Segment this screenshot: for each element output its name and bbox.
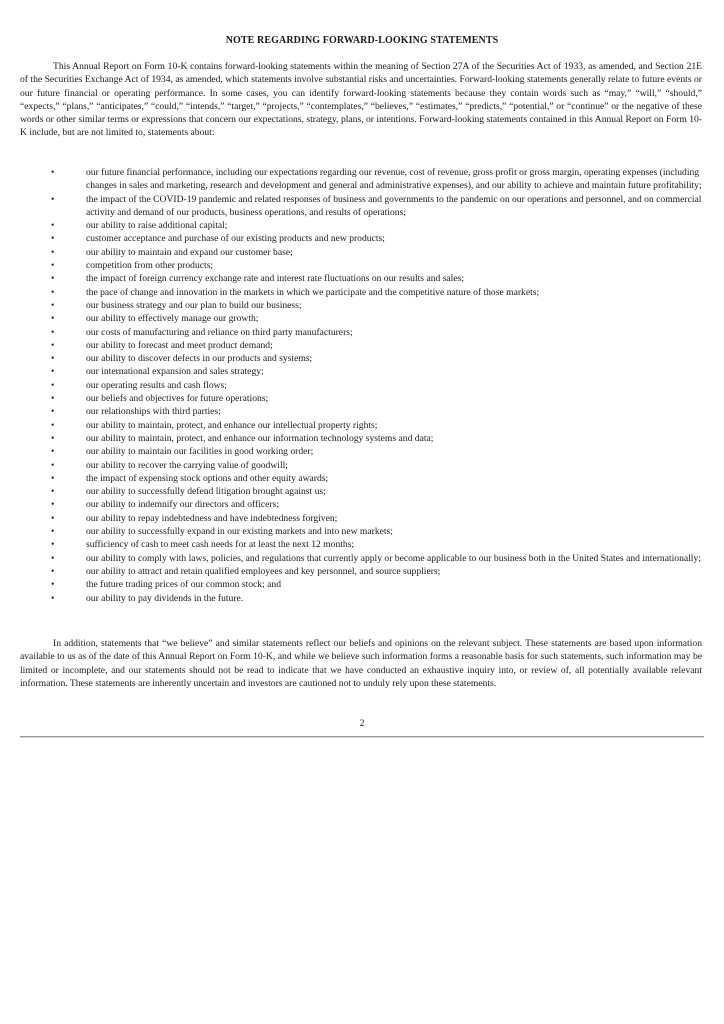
list-item xyxy=(20,379,702,392)
list-item-text: our ability to repay indebtedness and have indebtedness forgiven; xyxy=(86,512,338,524)
bullet-icon: • xyxy=(51,592,55,604)
list-item-text: our ability to effectively manage our growth; xyxy=(86,313,259,325)
list-item-text: our ability to maintain and expand our customer base; xyxy=(86,246,293,258)
closing-paragraph: In addition, statements that “we believe” and similar statements reflect our beliefs and opinions on the relevant subject. These statements are based upon information available to us as of the date of this Annual Report on Form 10-K, and while we believe such information forms a reasonable basis for such statements, such information may be limited or incomplete, and our statements should not be read to indicate that we have conducted an exhaustive inquiry into, or review of, all potentially available relevant information. These statements are inherently uncertain and investors are cautioned not to unduly rely upon these statements. xyxy=(20,638,702,689)
bullet-icon: • xyxy=(51,472,55,484)
list-item xyxy=(20,498,702,511)
bullet-icon: • xyxy=(51,565,55,577)
bullet-icon: • xyxy=(51,579,55,591)
list-item xyxy=(20,445,702,458)
list-item-text: sufficiency of cash to meet cash needs for at least the next 12 months; xyxy=(86,539,355,551)
list-item-text: the pace of change and innovation in the markets in which we participate and the competitive nature of those markets; xyxy=(86,286,540,298)
list-item-text: our ability to forecast and meet product demand; xyxy=(86,339,273,351)
bullet-icon: • xyxy=(51,552,55,564)
bullet-icon: • xyxy=(51,393,55,405)
list-item xyxy=(20,419,702,432)
bullet-icon: • xyxy=(51,512,55,524)
list-item xyxy=(20,365,702,378)
list-item-text: our ability to attract and retain qualified employees and key personnel, and source suppliers; xyxy=(86,565,441,577)
bullet-icon: • xyxy=(51,446,55,458)
list-item xyxy=(20,432,702,445)
list-item xyxy=(20,485,702,498)
list-item-text: our ability to successfully expand in our existing markets and into new markets; xyxy=(86,526,393,538)
list-item-text: the future trading prices of our common stock; and xyxy=(86,579,282,591)
list-item xyxy=(20,565,702,578)
list-item-text: our ability to pay dividends in the future. xyxy=(86,592,244,604)
intro-paragraph: This Annual Report on Form 10-K contains forward-looking statements within the meaning of Section 27A of the Securities Act of 1933, as amended, and Section 21E of the Securities Exchange Act of 1934, as amended, which statements involve substantial risks and uncertainties. Forward-looking statements generally relate to future events or our future financial or operating performance. In some cases, you can identify forward-looking statements because they contain words such as “may,” “will,” “should,” “expects,” “plans,” “anticipates,” “could,” “intends,” “target,” “projects,” “contemplates,” “believes,” “estimates,” “predicts,” “potential,” or “continue” or the negative of these words or other similar terms or expressions that concern our expectations, strategy, plans, or intentions. Forward-looking statements contained in this Annual Report on Form 10-K include, but are not limited to, statements about: xyxy=(20,61,702,139)
list-item-text: our operating results and cash flows; xyxy=(86,379,227,391)
bullet-icon: • xyxy=(51,260,55,272)
bullet-icon: • xyxy=(51,233,55,245)
list-item-text: our ability to successfully defend litigation brought against us; xyxy=(86,486,326,498)
list-item-text: our ability to maintain, protect, and enhance our information technology systems and data; xyxy=(86,432,434,444)
list-item-text: competition from other products; xyxy=(86,260,214,272)
bullet-icon: • xyxy=(51,499,55,511)
list-item xyxy=(20,405,702,418)
section-heading: NOTE REGARDING FORWARD-LOOKING STATEMENTS xyxy=(225,35,499,46)
bullet-icon: • xyxy=(51,339,55,351)
bullet-icon: • xyxy=(51,486,55,498)
list-item-text: the impact of the COVID-19 pandemic and related responses of business and governments to the pandemic on our operations and personnel, and on commercial activity and demand of our products, business operations, and results of operations; xyxy=(86,193,702,218)
list-item xyxy=(20,538,702,551)
list-item xyxy=(20,312,702,325)
list-item xyxy=(20,286,702,299)
list-item xyxy=(20,272,702,285)
bullet-icon: • xyxy=(51,459,55,471)
list-item-text: our future financial performance, including our expectations regarding our revenue, cost of revenue, gross profit or gross margin, operating expenses (including changes in sales and marketing, research and development and general and administrative expenses), and our ability to achieve and maintain future profitability; xyxy=(86,167,702,192)
bullet-icon: • xyxy=(51,167,55,178)
list-item-text: the impact of foreign currency exchange rate and interest rate fluctuations on our results and sales; xyxy=(86,273,465,285)
list-item-text: our ability to raise additional capital; xyxy=(86,220,228,232)
bullet-icon: • xyxy=(51,406,55,418)
bullet-icon: • xyxy=(51,353,55,365)
list-item-text: our ability to indemnify our directors and officers; xyxy=(86,499,279,511)
list-item xyxy=(20,552,702,565)
bullet-icon: • xyxy=(51,313,55,325)
list-item-text: our relationships with third parties; xyxy=(86,406,221,418)
list-item-text: our international expansion and sales strategy; xyxy=(86,366,264,378)
list-item xyxy=(20,592,702,605)
bullet-icon: • xyxy=(51,220,55,232)
bullet-icon: • xyxy=(51,326,55,338)
list-item xyxy=(20,193,702,220)
bullet-icon: • xyxy=(51,299,55,311)
list-item-text: the impact of expensing stock options and other equity awards; xyxy=(86,472,329,484)
list-item xyxy=(20,166,702,193)
list-item xyxy=(20,219,702,232)
bullet-icon: • xyxy=(51,366,55,378)
list-item xyxy=(20,299,702,312)
list-item xyxy=(20,246,702,259)
page-number: 2 xyxy=(359,718,365,729)
bullet-icon: • xyxy=(51,539,55,551)
bullet-icon: • xyxy=(51,273,55,285)
bullet-icon: • xyxy=(51,246,55,258)
list-item-text: our ability to recover the carrying value of goodwill; xyxy=(86,459,288,471)
list-item xyxy=(20,352,702,365)
list-item-text: our ability to maintain, protect, and enhance our intellectual property rights; xyxy=(86,419,378,431)
list-item-text: our ability to comply with laws, policies, and regulations that currently apply or become applicable to our business both in the United States and internationally; xyxy=(86,552,701,564)
bullet-icon: • xyxy=(51,286,55,298)
list-item-text: our ability to discover defects in our products and systems; xyxy=(86,353,313,365)
list-item xyxy=(20,525,702,538)
list-item xyxy=(20,578,702,591)
list-item-text: our ability to maintain our facilities in good working order; xyxy=(86,446,314,458)
list-item-text: our beliefs and objectives for future operations; xyxy=(86,393,269,405)
bullet-icon: • xyxy=(51,379,55,391)
list-item xyxy=(20,392,702,405)
list-item xyxy=(20,339,702,352)
list-item xyxy=(20,326,702,339)
bullet-icon: • xyxy=(51,419,55,431)
forward-looking-statements-list xyxy=(20,166,702,605)
bullet-icon: • xyxy=(51,432,55,444)
list-item-text: our costs of manufacturing and reliance on third party manufacturers; xyxy=(86,326,353,338)
list-item xyxy=(20,459,702,472)
list-item xyxy=(20,512,702,525)
page-divider xyxy=(20,736,704,738)
bullet-icon: • xyxy=(51,526,55,538)
list-item-text: customer acceptance and purchase of our existing products and new products; xyxy=(86,233,385,245)
list-item xyxy=(20,472,702,485)
bullet-icon: • xyxy=(51,193,55,205)
list-item-text: our business strategy and our plan to build our business; xyxy=(86,299,302,311)
list-item xyxy=(20,232,702,245)
list-item xyxy=(20,259,702,272)
